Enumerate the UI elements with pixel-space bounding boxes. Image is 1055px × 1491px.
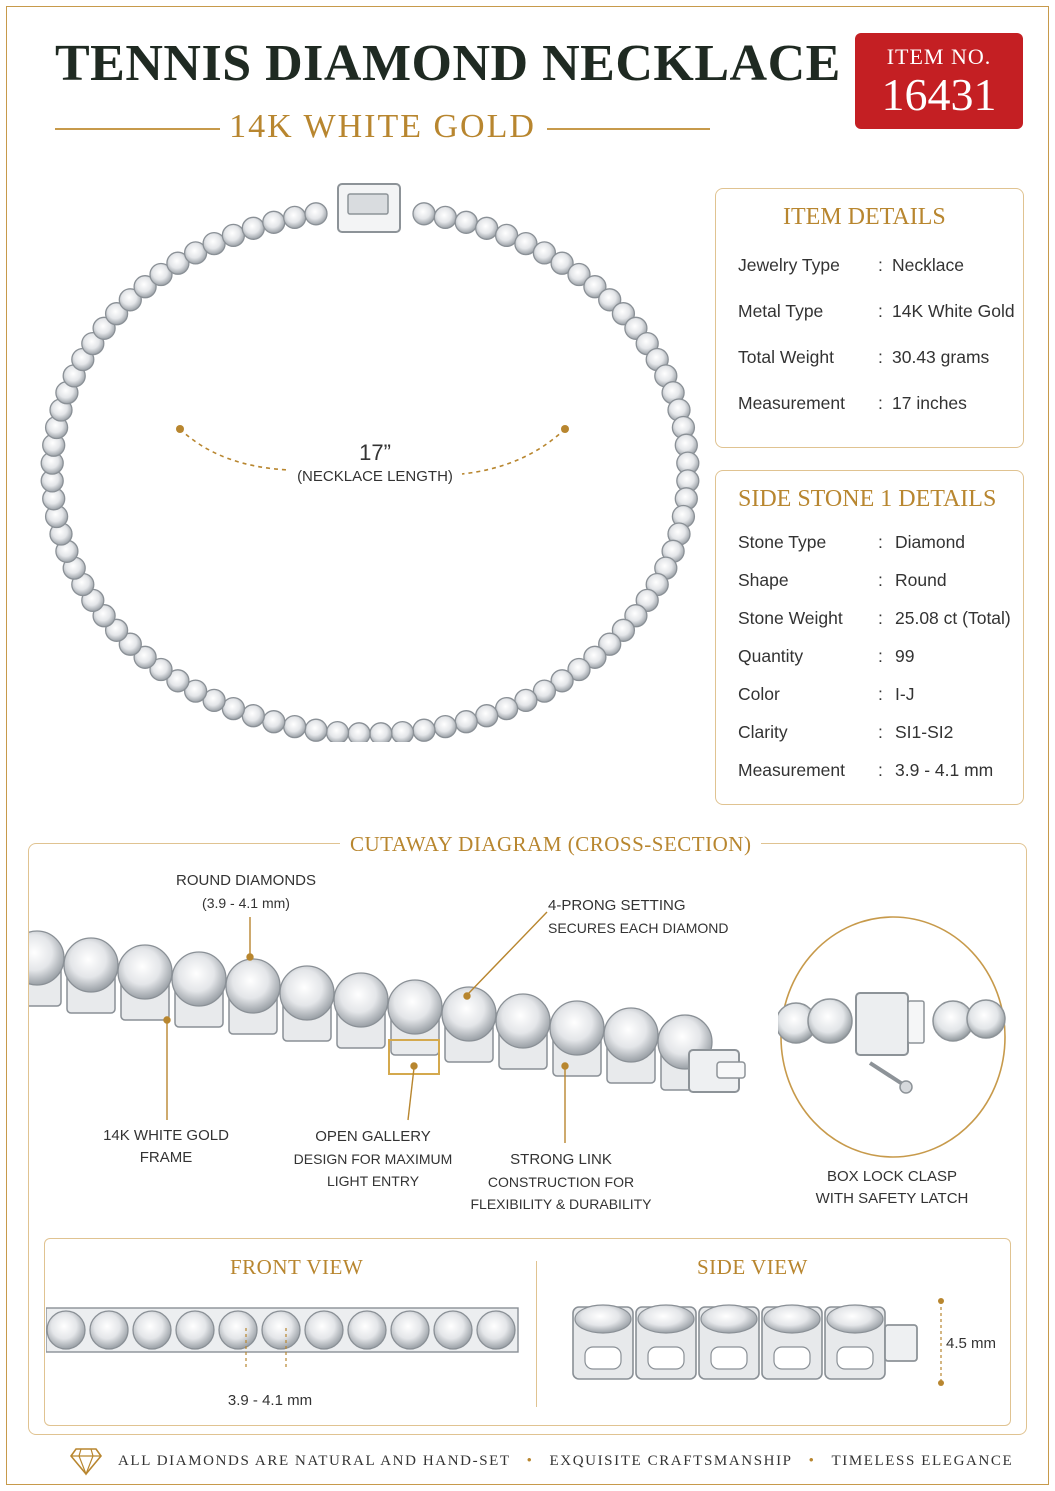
page-title: TENNIS DIAMOND NECKLACE bbox=[55, 35, 841, 92]
subtitle-right-rule bbox=[547, 128, 710, 130]
necklace-stone bbox=[284, 206, 306, 228]
side-stone-label: Stone Weight bbox=[738, 608, 843, 628]
item-detail-separator: : bbox=[878, 347, 883, 367]
front-view-stone bbox=[133, 1311, 171, 1349]
footer-item: TIMELESS ELEGANCE bbox=[831, 1452, 1014, 1469]
footer-item: EXQUISITE CRAFTSMANSHIP bbox=[549, 1452, 793, 1469]
necklace-stone bbox=[242, 217, 264, 239]
front-view-stone bbox=[262, 1311, 300, 1349]
side-stone-label: Measurement bbox=[738, 760, 845, 780]
front-view-stone bbox=[391, 1311, 429, 1349]
cutaway-stone bbox=[442, 987, 496, 1041]
views-divider bbox=[536, 1261, 537, 1407]
front-view-stone bbox=[219, 1311, 257, 1349]
necklace-length-value: 17” bbox=[359, 440, 391, 465]
necklace-stone bbox=[392, 722, 414, 742]
label-open-gallery: OPEN GALLERY DESIGN FOR MAXIMUM LIGHT ENTRY bbox=[293, 1128, 453, 1189]
side-stone-separator: : bbox=[878, 532, 883, 552]
item-detail-separator: : bbox=[878, 301, 883, 321]
side-view-image bbox=[565, 1295, 1005, 1390]
cutaway-stone bbox=[604, 1008, 658, 1062]
cutaway-stone bbox=[280, 966, 334, 1020]
item-detail-separator: : bbox=[878, 255, 883, 275]
footer-item: ALL DIAMONDS ARE NATURAL AND HAND-SET bbox=[118, 1452, 511, 1469]
side-stone-value: 99 bbox=[895, 646, 915, 666]
necklace-stone bbox=[455, 211, 477, 233]
necklace-stone bbox=[370, 723, 392, 742]
front-view-stone bbox=[47, 1311, 85, 1349]
item-detail-value: 30.43 grams bbox=[892, 347, 990, 367]
cutaway-stone bbox=[550, 1001, 604, 1055]
cutaway-stone bbox=[118, 945, 172, 999]
side-stone-label: Shape bbox=[738, 570, 789, 590]
front-view-stones bbox=[46, 1308, 518, 1352]
cutaway-stone bbox=[64, 938, 118, 992]
label-prong-setting: 4-PRONG SETTING SECURES EACH DIAMOND bbox=[548, 897, 729, 936]
side-stone-value: I-J bbox=[895, 684, 915, 704]
item-detail-label: Jewelry Type bbox=[738, 255, 840, 275]
necklace-stone bbox=[413, 719, 435, 741]
necklace-stone bbox=[434, 716, 456, 738]
label-round-diamonds: ROUND DIAMONDS (3.9 - 4.1 mm) bbox=[175, 872, 316, 911]
side-stone-value: Diamond bbox=[895, 532, 966, 552]
side-view-stone bbox=[638, 1305, 694, 1333]
necklace-stone bbox=[305, 719, 327, 741]
item-number-badge bbox=[855, 33, 1023, 129]
cutaway-stone bbox=[496, 994, 550, 1048]
cutaway-stone bbox=[388, 980, 442, 1034]
item-detail-label: Total Weight bbox=[738, 347, 834, 367]
front-view-image bbox=[46, 1300, 521, 1370]
side-stone-title: SIDE STONE 1 DETAILS bbox=[738, 486, 997, 512]
necklace-length-label bbox=[290, 440, 460, 485]
necklace-stone bbox=[496, 698, 518, 720]
necklace-stone bbox=[263, 211, 285, 233]
front-view-stone bbox=[305, 1311, 343, 1349]
subtitle-row bbox=[55, 108, 710, 148]
front-view-stone bbox=[176, 1311, 214, 1349]
cutaway-chain-image bbox=[29, 920, 759, 1130]
clasp-detail-image bbox=[778, 913, 1008, 1161]
side-stone-value: 25.08 ct (Total) bbox=[895, 608, 1011, 628]
front-view-stone bbox=[90, 1311, 128, 1349]
box-clasp bbox=[856, 993, 908, 1055]
necklace-stone bbox=[413, 203, 435, 225]
item-details-title: ITEM DETAILS bbox=[783, 204, 946, 230]
cutaway-stones bbox=[29, 931, 712, 1090]
cutaway-stone bbox=[172, 952, 226, 1006]
side-stone-separator: : bbox=[878, 684, 883, 704]
necklace-stone bbox=[222, 224, 244, 246]
side-view-stone bbox=[575, 1305, 631, 1333]
side-stone-separator: : bbox=[878, 646, 883, 666]
side-stone-label: Clarity bbox=[738, 722, 788, 742]
front-view-stone bbox=[434, 1311, 472, 1349]
front-view-stone bbox=[477, 1311, 515, 1349]
side-stone-separator: : bbox=[878, 760, 883, 780]
front-view-stone bbox=[348, 1311, 386, 1349]
side-stone-value: 3.9 - 4.1 mm bbox=[895, 760, 994, 780]
footer-tagline bbox=[118, 1444, 1013, 1478]
necklace-stone bbox=[305, 203, 327, 225]
side-stone-label: Stone Type bbox=[738, 532, 827, 552]
item-details-panel bbox=[715, 188, 1024, 448]
item-number-value: 16431 bbox=[881, 69, 997, 120]
side-view-stone bbox=[764, 1305, 820, 1333]
footer-separator: • bbox=[526, 1452, 534, 1469]
item-detail-separator: : bbox=[878, 393, 883, 413]
side-stone-value: Round bbox=[895, 570, 947, 590]
label-gold-frame: 14K WHITE GOLD FRAME bbox=[103, 1127, 229, 1166]
item-detail-label: Metal Type bbox=[738, 301, 824, 321]
label-box-clasp: BOX LOCK CLASP WITH SAFETY LATCH bbox=[815, 1168, 969, 1207]
side-view-size-label: 4.5 mm bbox=[946, 1335, 997, 1352]
front-view-title: FRONT VIEW bbox=[230, 1255, 364, 1279]
cutaway-stone bbox=[226, 959, 280, 1013]
subtitle: 14K WHITE GOLD bbox=[229, 108, 536, 145]
front-view-size-label: 3.9 - 4.1 mm bbox=[227, 1392, 313, 1409]
footer-separator: • bbox=[808, 1452, 816, 1469]
necklace-stone bbox=[242, 705, 264, 727]
side-view-stone bbox=[827, 1305, 883, 1333]
label-strong-link: STRONG LINK CONSTRUCTION FOR FLEXIBILITY & DURABILITY bbox=[470, 1151, 652, 1212]
cutaway-title: CUTAWAY DIAGRAM (CROSS-SECTION) bbox=[340, 832, 761, 857]
side-view-stone bbox=[701, 1305, 757, 1333]
necklace-length-caption: (NECKLACE LENGTH) bbox=[297, 468, 453, 485]
necklace-stone bbox=[327, 722, 349, 742]
necklace-stone bbox=[455, 711, 477, 733]
side-stone-separator: : bbox=[878, 722, 883, 742]
item-number-label: ITEM NO. bbox=[886, 44, 992, 69]
safety-latch bbox=[900, 1081, 912, 1093]
necklace-stone bbox=[284, 716, 306, 738]
side-stone-value: SI1-SI2 bbox=[895, 722, 954, 742]
side-stone-separator: : bbox=[878, 570, 883, 590]
side-stone-panel bbox=[715, 470, 1024, 805]
necklace-stone bbox=[348, 723, 370, 742]
item-detail-label: Measurement bbox=[738, 393, 845, 413]
side-view-stones bbox=[573, 1305, 885, 1379]
side-stone-separator: : bbox=[878, 608, 883, 628]
necklace-stone bbox=[434, 206, 456, 228]
side-stone-label: Quantity bbox=[738, 646, 804, 666]
side-stone-label: Color bbox=[738, 684, 780, 704]
item-detail-value: 14K White Gold bbox=[892, 301, 1015, 321]
item-detail-value: 17 inches bbox=[892, 393, 967, 413]
side-view-title: SIDE VIEW bbox=[697, 1255, 808, 1279]
necklace-stone bbox=[476, 705, 498, 727]
necklace-stone bbox=[263, 711, 285, 733]
cutaway-stone bbox=[334, 973, 388, 1027]
item-detail-value: Necklace bbox=[892, 255, 964, 275]
diamond-icon bbox=[70, 1446, 102, 1476]
necklace-stone bbox=[476, 217, 498, 239]
